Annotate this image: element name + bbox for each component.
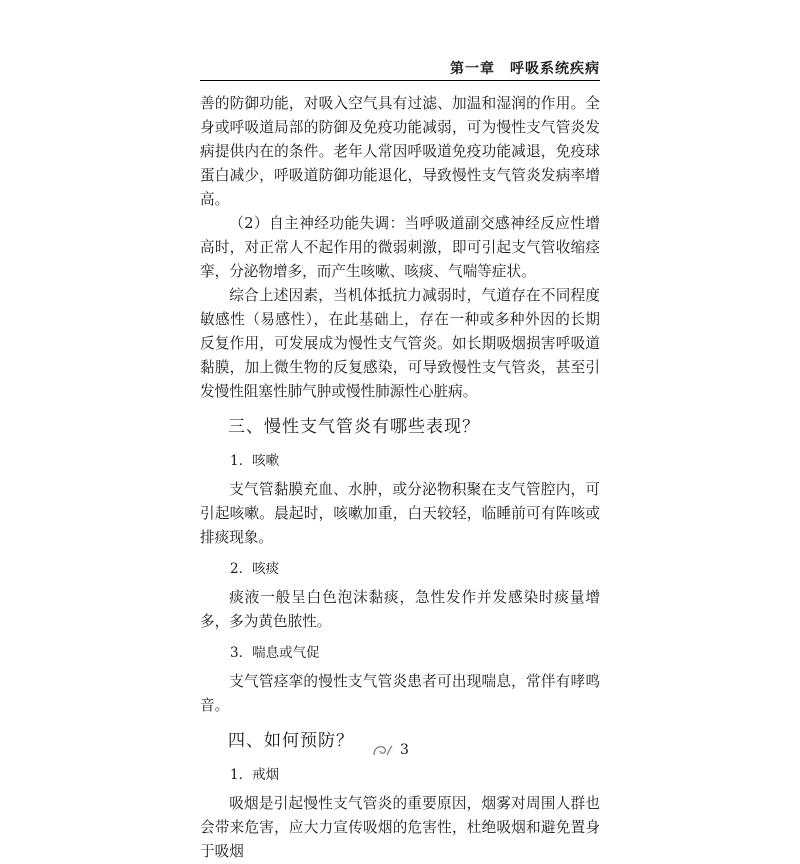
swirl-ornament-icon <box>372 742 394 758</box>
paragraph: 痰液一般呈白色泡沫黏痰，急性发作并发感染时痰量增多，多为黄色脓性。 <box>200 589 600 630</box>
header-rule <box>200 80 600 81</box>
section-heading: 三、慢性支气管炎有哪些表现？ <box>228 417 480 437</box>
subheading: 1．咳嗽 <box>230 453 280 469</box>
subheading: 2．咳痰 <box>230 561 280 577</box>
paragraph: 支气管痉挛的慢性支气管炎患者可出现喘息，常伴有哮鸣音。 <box>200 673 600 714</box>
paragraph: 支气管黏膜充血、水肿，或分泌物积聚在支气管腔内，可引起咳嗽。晨起时，咳嗽加重，白天较轻，临睡前可有阵咳或排痰现象。 <box>200 481 600 546</box>
section-heading: 四、如何预防？ <box>228 731 354 751</box>
subheading: 3．喘息或气促 <box>230 645 320 661</box>
page-number: 3 <box>400 742 409 758</box>
page-footer <box>372 742 409 758</box>
paragraph: 吸烟是引起慢性支气管炎的重要原因，烟雾对周围人群也会带来危害，应大力宣传吸烟的危害性，杜绝吸烟和避免置身于吸烟 <box>200 795 600 860</box>
subheading: 1．戒烟 <box>230 767 280 783</box>
running-header: 第一章 呼吸系统疾病 <box>450 61 600 77</box>
paragraph: 综合上述因素，当机体抵抗力减弱时，气道存在不同程度敏感性（易感性），在此基础上，存在一种或多种外因的长期反复作用，可发展成为慢性支气管炎。如长期吸烟损害呼吸道黏膜，加上微生物的反复感染，可导致慢性支气管炎，甚至引发慢性阻塞性肺气肿或慢性肺源性心脏病。 <box>200 287 600 400</box>
paragraph: 善的防御功能，对吸入空气具有过滤、加温和湿润的作用。全身或呼吸道局部的防御及免疫功能减弱，可为慢性支气管炎发病提供内在的条件。老年人常因呼吸道免疫功能减退，免疫球蛋白减少，呼吸道防御功能退化，导致慢性支气管炎发病率增高。 <box>200 95 600 208</box>
paragraph: （2）自主神经功能失调：当呼吸道副交感神经反应性增高时，对正常人不起作用的微弱刺激，即可引起支气管收缩痉挛，分泌物增多，而产生咳嗽、咳痰、气喘等症状。 <box>200 215 600 280</box>
